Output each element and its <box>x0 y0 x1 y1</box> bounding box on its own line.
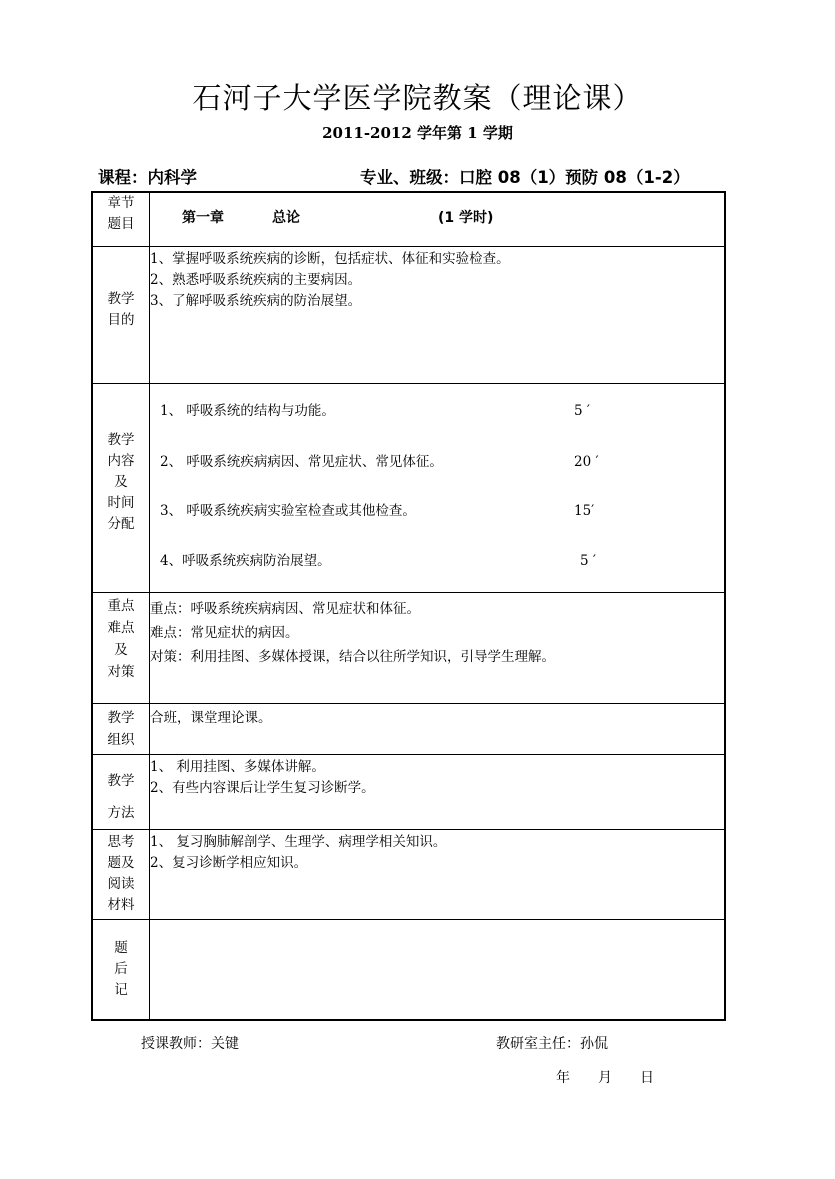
key-points-row <box>92 593 725 704</box>
thinking-row <box>92 830 725 920</box>
notes-content <box>150 920 726 1021</box>
goal-line: 1、掌握呼吸系统疾病的诊断，包括症状、体征和实验检查。 <box>150 251 510 267</box>
allocation-time: 5 ′ <box>580 553 596 569</box>
allocation-item: 4、呼吸系统疾病防治展望。 <box>160 553 331 569</box>
thinking-line: 1、 复习胸肺解剖学、生理学、病理学相关知识。 <box>150 834 447 850</box>
key-point-line: 难点：常见症状的病因。 <box>150 625 299 641</box>
allocation-time: 15′ <box>574 503 595 519</box>
chapter-hours: (1 学时) <box>438 210 494 226</box>
chapter-label: 章节 题目 <box>92 192 150 247</box>
key-points-label: 重点 难点 及 对策 <box>92 593 150 704</box>
key-point-line: 对策：利用挂图、多媒体授课，结合以往所学知识，引导学生理解。 <box>150 649 555 665</box>
notes-row <box>92 920 725 1021</box>
organization-content <box>150 704 726 755</box>
thinking-label: 思考 题及 阅读 材料 <box>92 830 150 920</box>
teacher-signature: 授课教师：关键 <box>141 1036 239 1052</box>
goals-content <box>150 247 726 384</box>
lesson-plan-table <box>91 191 726 1021</box>
allocation-time: 5 ′ <box>574 403 590 419</box>
goals-row <box>92 247 725 384</box>
goal-line: 2、熟悉呼吸系统疾病的主要病因。 <box>150 272 362 288</box>
goal-line: 3、了解呼吸系统疾病的防治展望。 <box>150 293 362 309</box>
allocation-content <box>150 384 726 593</box>
director-signature: 教研室主任：孙侃 <box>496 1036 608 1052</box>
chapter-content <box>150 192 726 247</box>
method-line: 2、有些内容课后让学生复习诊断学。 <box>150 780 375 796</box>
allocation-label: 教学 内容 及 时间 分配 <box>92 384 150 593</box>
methods-row <box>92 755 725 830</box>
chapter-title: 总论 <box>272 210 300 226</box>
organization-line: 合班，课堂理论课。 <box>150 710 272 726</box>
method-line: 1、 利用挂图、多媒体讲解。 <box>150 759 325 775</box>
key-point-line: 重点：呼吸系统疾病病因、常见症状和体征。 <box>150 601 420 617</box>
signature-date: 年 月 日 <box>556 1070 654 1086</box>
chapter-row <box>92 192 725 247</box>
thinking-content <box>150 830 726 920</box>
allocation-item: 3、 呼吸系统疾病实验室检查或其他检查。 <box>160 503 416 519</box>
notes-label: 题 后 记 <box>92 920 150 1021</box>
goals-label: 教学 目的 <box>92 247 150 384</box>
allocation-item: 2、 呼吸系统疾病病因、常见症状、常见体征。 <box>160 454 443 470</box>
semester-subtitle: 2011-2012 学年第 1 学期 <box>322 124 513 142</box>
organization-label: 教学 组织 <box>92 704 150 755</box>
major-class: 专业、班级：口腔 08（1）预防 08（1-2） <box>360 168 690 187</box>
document-title: 石河子大学医学院教案（理论课） <box>192 81 643 115</box>
methods-label: 教学 方法 <box>92 755 150 830</box>
chapter-number: 第一章 <box>182 210 224 226</box>
key-points-content <box>150 593 726 704</box>
allocation-item: 1、 呼吸系统的结构与功能。 <box>160 403 335 419</box>
allocation-time: 20 ′ <box>574 454 599 470</box>
thinking-line: 2、复习诊断学相应知识。 <box>150 855 308 871</box>
course-name: 课程：内科学 <box>98 168 197 187</box>
allocation-row <box>92 384 725 593</box>
course-line <box>98 164 738 188</box>
methods-content <box>150 755 726 830</box>
organization-row <box>92 704 725 755</box>
